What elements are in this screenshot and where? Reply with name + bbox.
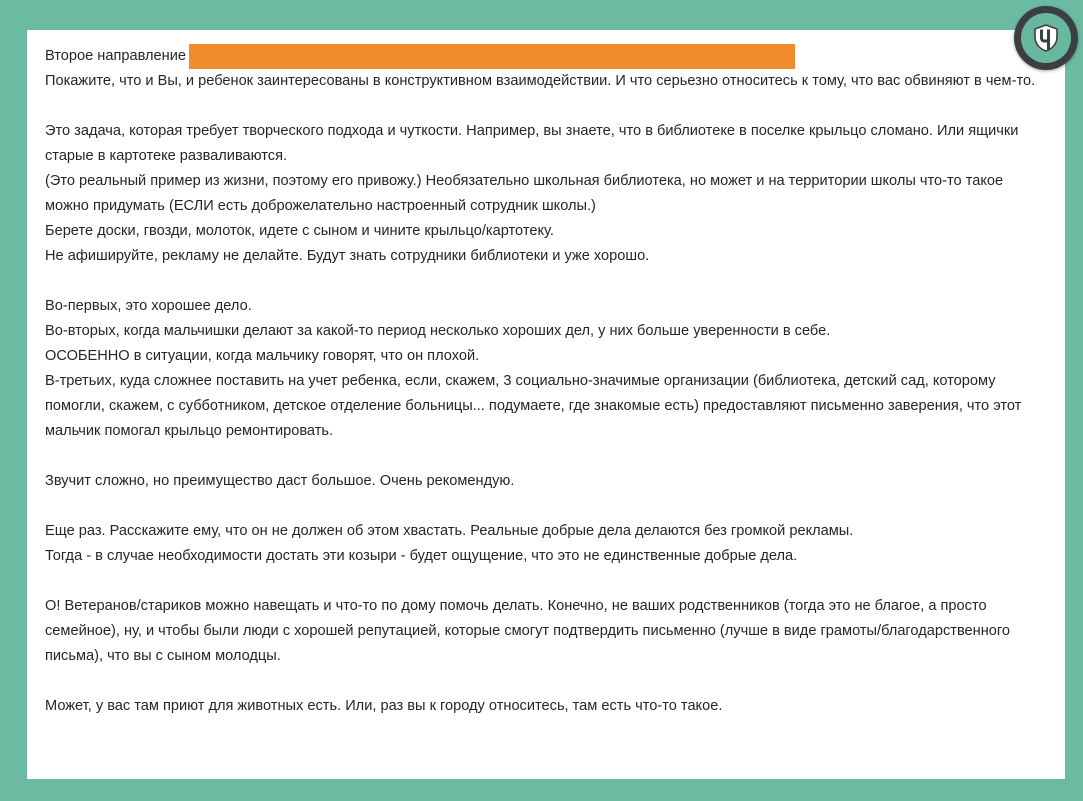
paragraph-veterans: [45, 594, 1050, 669]
text-line: Не афишируйте, рекламу не делайте. Будут знать сотрудники библиотеки и уже хорошо.: [45, 248, 650, 264]
paragraph-direction: [45, 44, 1050, 94]
message-card: [27, 30, 1065, 779]
paragraph-reminder: [45, 519, 1050, 569]
paragraph-reasons: [45, 294, 1050, 444]
text-line: Во-первых, это хорошее дело.: [45, 298, 252, 314]
message-body: [45, 44, 1050, 719]
text-line: В-третьих, куда сложнее поставить на учет ребенка, если, скажем, 3 социально-значимые организации (библиотека, детский сад, которому помогли, скажем, с субботником, детское отделение больницы... подумаете, где знакомые есть) предоставляют письменно заверения, что этот мальчик помогал крыльцо ремонтировать.: [45, 373, 1022, 439]
text-line: Берете доски, гвозди, молоток, идете с сыном и чините крыльцо/картотеку.: [45, 223, 554, 239]
text-line: О! Ветеранов/стариков можно навещать и что-то по дому помочь делать. Конечно, не ваших родственников (тогда это не благое, а просто семейное), ну, и чтобы были люди с хорошей репутацией, которые смогут подтвердить письменно (лучше в виде грамоты/благодарственного письма), что вы с сыном молодцы.: [45, 598, 1011, 664]
text-line: Тогда - в случае необходимости достать эти козыри - будет ощущение, что это не единственные добрые дела.: [45, 548, 798, 564]
site-logo[interactable]: [1014, 6, 1078, 70]
text-line: (Это реальный пример из жизни, поэтому его привожу.) Необязательно школьная библиотека, но может и на территории школы что-то такое можно придумать (ЕСЛИ есть доброжелательно настроенный сотрудник школы.): [45, 173, 1004, 214]
text-line: Второе направление: [45, 48, 186, 64]
logo-inner-circle: [1021, 13, 1071, 63]
redacted-block: [189, 44, 795, 69]
text-line: Еще раз. Расскажите ему, что он не должен об этом хвастать. Реальные добрые дела делаются без громкой рекламы.: [45, 523, 854, 539]
paragraph-task: [45, 119, 1050, 269]
text-line: Во-вторых, когда мальчишки делают за какой-то период несколько хороших дел, у них больше уверенности в себе.: [45, 323, 831, 339]
paragraph-recommendation: [45, 469, 1050, 494]
text-line: Покажите, что и Вы, и ребенок заинтересованы в конструктивном взаимодействии. И что серьезно относитесь к тому, что вас обвиняют в чем-то.: [45, 73, 1036, 89]
shield-ch-logo-icon: [1034, 24, 1058, 52]
text-line: Это задача, которая требует творческого подхода и чуткости. Например, вы знаете, что в библиотеке в поселке крыльцо сломано. Или ящички старые в картотеке разваливаются.: [45, 123, 1019, 164]
text-line: Звучит сложно, но преимущество даст большое. Очень рекомендую.: [45, 473, 515, 489]
text-line: ОСОБЕННО в ситуации, когда мальчику говорят, что он плохой.: [45, 348, 480, 364]
text-line: Может, у вас там приют для животных есть. Или, раз вы к городу относитесь, там есть что-то такое.: [45, 698, 723, 714]
paragraph-shelter: [45, 694, 1050, 719]
